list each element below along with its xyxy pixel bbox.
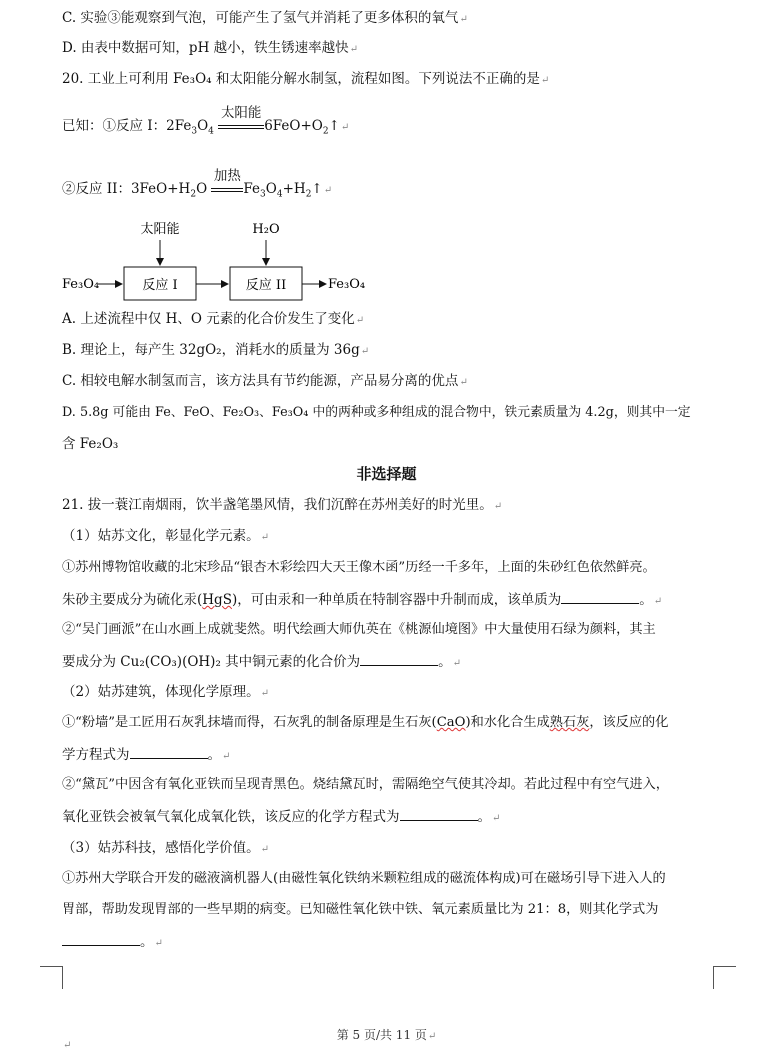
option-b: B. 理论上，每产生 32gO₂，消耗水的质量为 36g↵ — [62, 342, 370, 358]
part-3-title: （3）姑苏科技，感悟化学价值。↵ — [62, 840, 269, 856]
flow-box-1-label: 反应 I — [142, 278, 178, 293]
crop-mark-left — [40, 966, 63, 989]
part-2-item-2-line2: 氧化亚铁会被氧气氧化成氧化铁，该反应的化学方程式为 。↵ — [62, 806, 500, 829]
reaction-1-condition: 太阳能 — [218, 118, 264, 134]
part-1-item-2-line2: 要成分为 Cu₂(CO₃)(OH)₂ 其中铜元素的化合价为 。↵ — [62, 651, 461, 674]
answer-blank-4[interactable] — [400, 806, 478, 821]
end-mark: ↵ — [63, 1040, 72, 1051]
option-d-line1: D. 5.8g 可能由 Fe、FeO、Fe₂O₃、Fe₃O₄ 中的两种或多种组成的混合物中，铁元素质量为 4.2g，则其中一定 — [62, 405, 691, 420]
answer-blank-5[interactable] — [62, 931, 140, 946]
flow-solar-label: 太阳能 — [140, 222, 180, 237]
part-1-item-2-line1: ②“吴门画派”在山水画上成就斐然。明代绘画大师仇英在《桃源仙境图》中大量使用石绿为颜料，其主 — [62, 622, 656, 637]
question-20: 20. 工业上可利用 Fe₃O₄ 和太阳能分解水制氢，流程如图。下列说法不正确的是↵ — [62, 71, 550, 87]
option-d-line2: 含 Fe₂O₃ — [62, 436, 119, 452]
part-3-item-1-line3: 。↵ — [62, 931, 163, 954]
crop-mark-right — [713, 966, 736, 989]
option-c: C. 相较电解水制氢而言，该方法具有节约能源，产品易分离的优点↵ — [62, 373, 468, 389]
answer-blank-2[interactable] — [360, 651, 438, 666]
part-3-item-1-line1: ①苏州大学联合开发的磁液滴机器人(由磁性氧化铁纳米颗粒组成的磁流体构成)可在磁场引导下进入人的 — [62, 871, 666, 886]
part-1-item-1-line1: ①苏州博物馆收藏的北宋珍品“银杏木彩绘四大天王像木函”历经一千多年，上面的朱砂红色依然鲜亮。 — [62, 560, 656, 575]
part-2-item-1-line1: ①“粉墙”是工匠用石灰乳抹墙而得，石灰乳的制备原理是生石灰(CaO)和水化合生成熟石灰，该反应的化 — [62, 715, 669, 730]
answer-blank-3[interactable] — [130, 744, 208, 759]
flow-diagram — [0, 0, 773, 310]
section-heading: 非选择题 — [356, 465, 417, 483]
answer-blank-1[interactable] — [561, 589, 639, 604]
flow-output-label: Fe₃O₄ — [328, 277, 366, 292]
option-a: A. 上述流程中仅 H、O 元素的化合价发生了变化↵ — [62, 311, 365, 327]
flow-input-label: Fe₃O₄ — [62, 277, 100, 292]
part-2-item-1-line2: 学方程式为 。↵ — [62, 744, 230, 767]
reaction-2: ②反应 II：$3FeO+H_2O$ 加热 $Fe_3O_4+H_2↑↵$ — [62, 168, 333, 200]
flow-water-label: H₂O — [252, 222, 280, 237]
part-3-item-1-line2: 胃部，帮助发现胃部的一些早期的病变。已知磁性氧化铁中铁、氧元素质量比为 21：8，则其化学式为 — [62, 902, 659, 917]
option-c-prev: C. 实验③能观察到气泡，可能产生了氢气并消耗了更多体积的氧气↵ — [62, 10, 468, 26]
part-2-item-2-line1: ②“黛瓦”中因含有氧化亚铁而呈现青黑色。烧结黛瓦时，需隔绝空气使其冷却。若此过程中有空气进入， — [62, 777, 669, 792]
option-d-prev: D. 由表中数据可知，pH 越小，铁生锈速率越快↵ — [62, 40, 359, 56]
part-1-item-1-line2: 朱砂主要成分为硫化汞(HgS)，可由汞和一种单质在特制容器中升制而成，该单质为 。↵ — [62, 589, 662, 612]
question-21: 21. 拔一蓑江南烟雨，饮半盏笔墨风情，我们沉醉在苏州美好的时光里。↵ — [62, 497, 503, 513]
page-footer: 第 5 页/共 11 页↵ — [336, 1028, 437, 1042]
flow-box-2-label: 反应 II — [245, 278, 287, 293]
reaction-2-condition: 加热 — [211, 181, 243, 197]
part-1-title: （1）姑苏文化，彰显化学元素。↵ — [62, 528, 269, 544]
reaction-1: 已知：①反应 I：$2Fe_3O_4$ 太阳能 $6FeO+O_2↑↵$ — [62, 105, 350, 137]
part-2-title: （2）姑苏建筑，体现化学原理。↵ — [62, 684, 269, 700]
